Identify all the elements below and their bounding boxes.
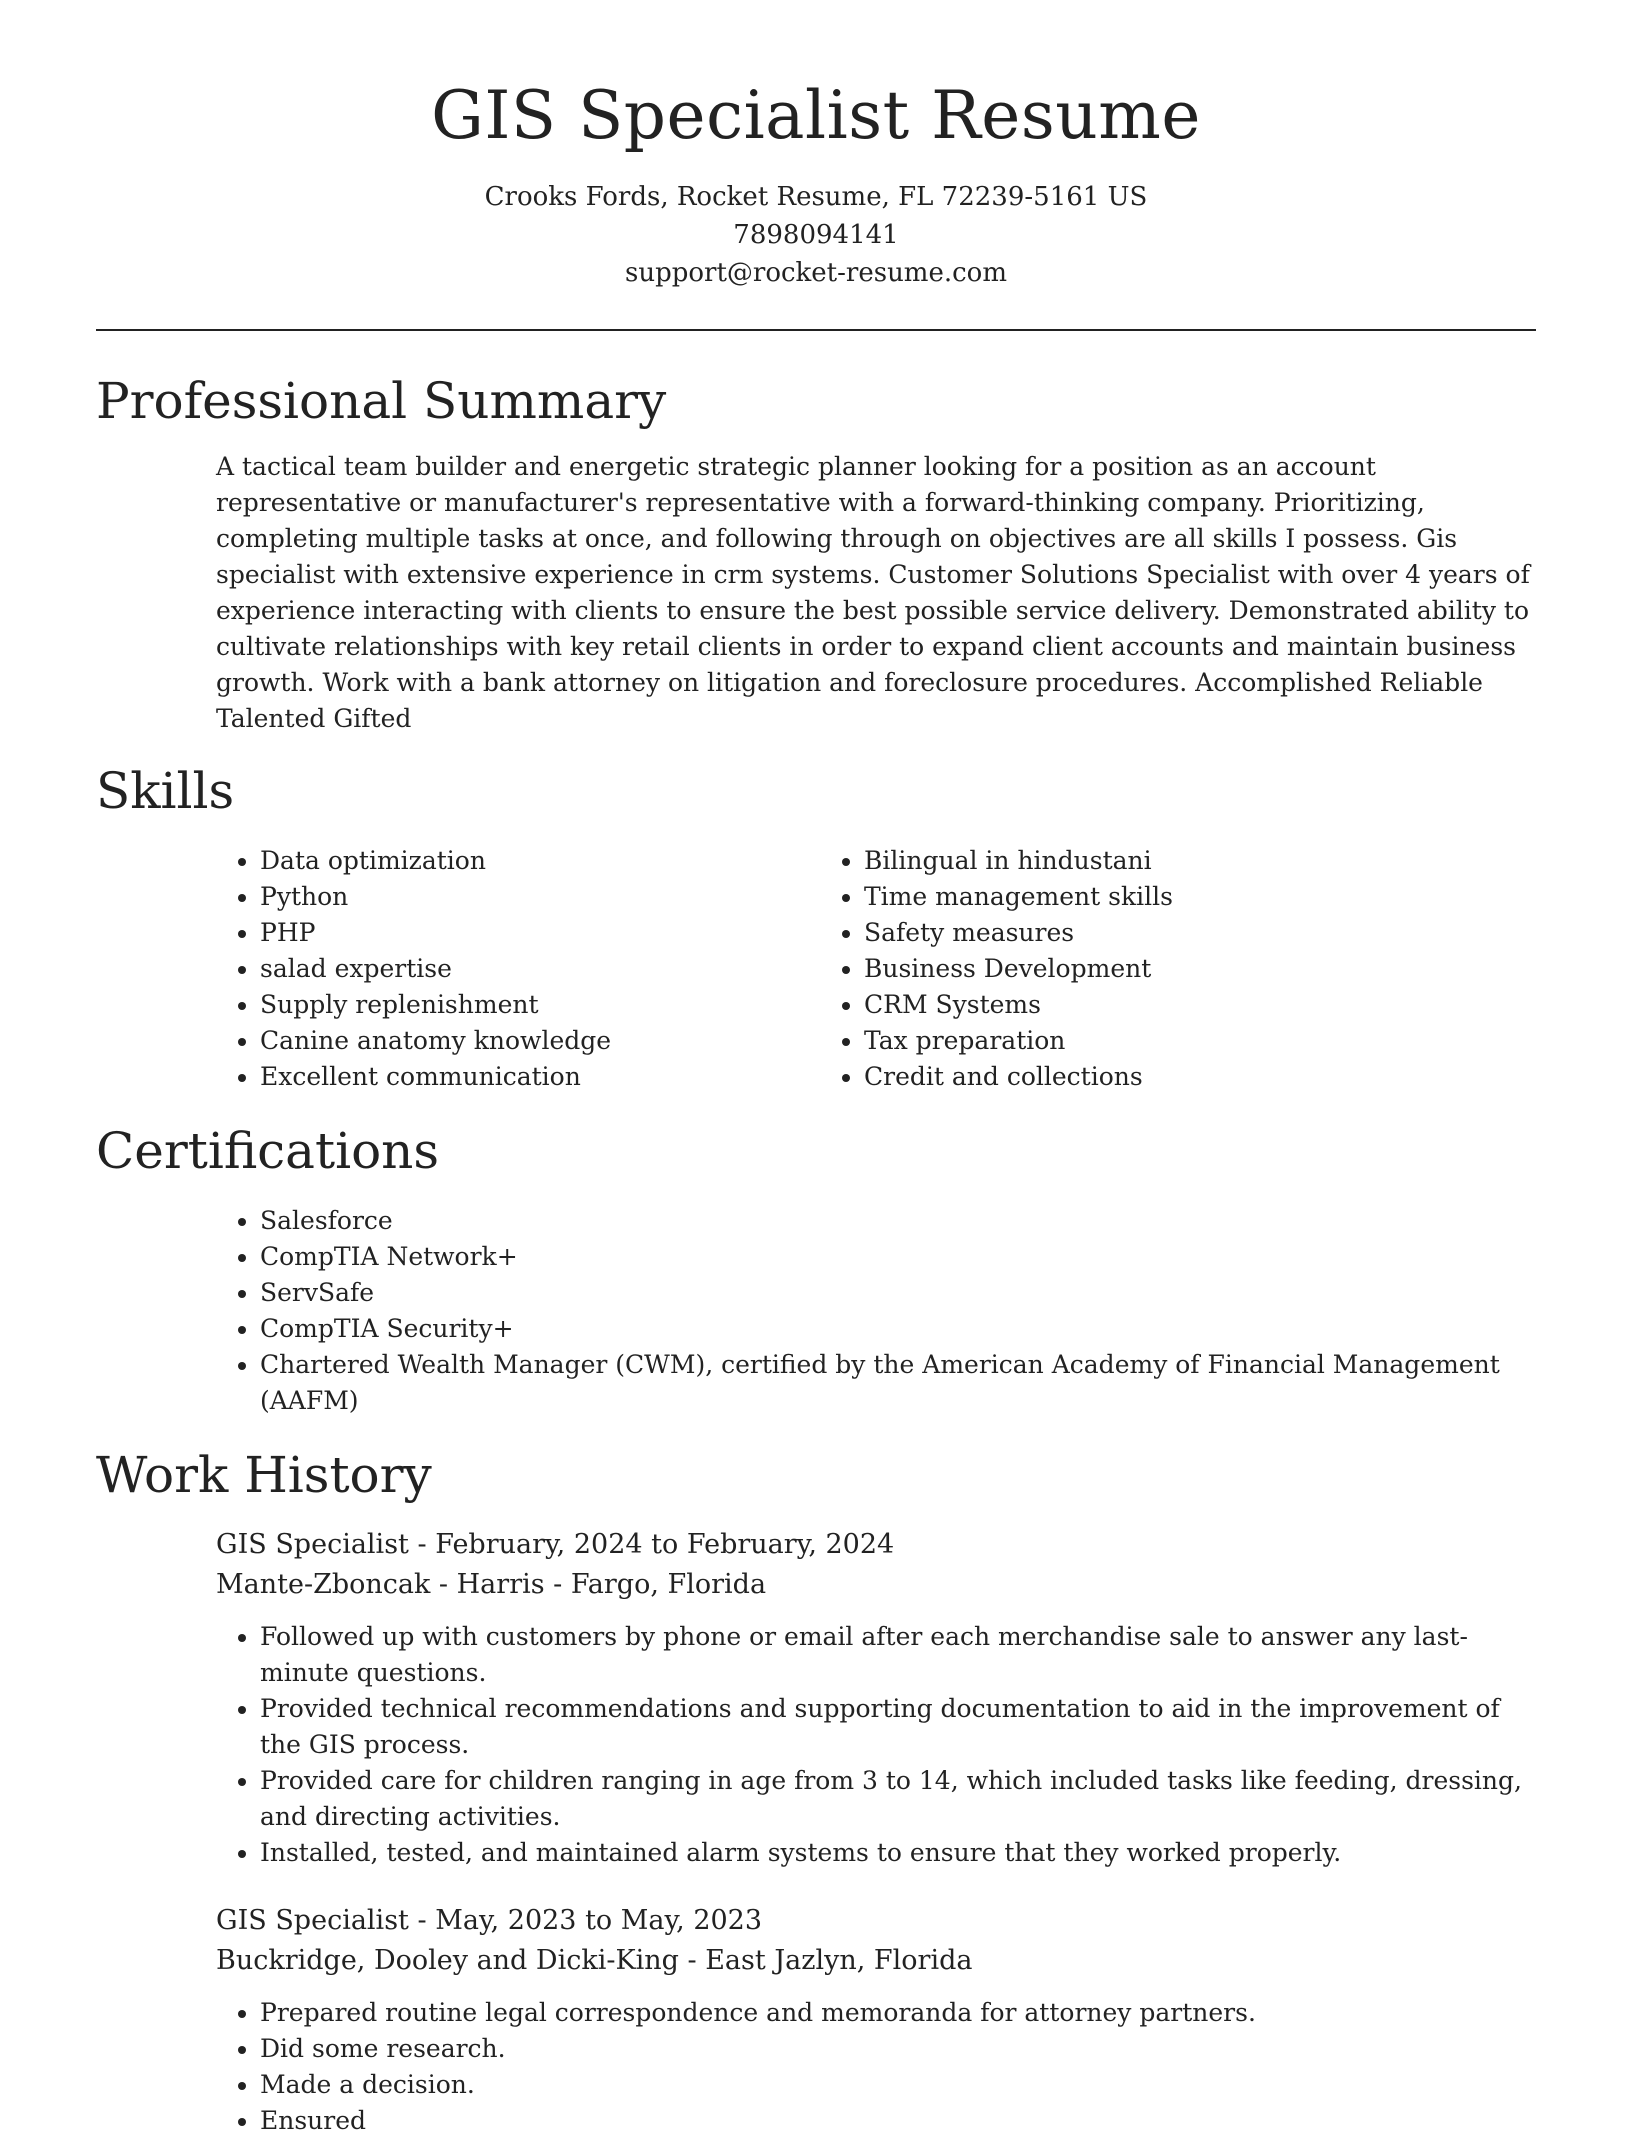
resume-header xyxy=(96,0,1536,292)
header-divider xyxy=(96,329,1536,331)
job-title: GIS Specialist xyxy=(216,1528,409,1560)
job-title-line xyxy=(216,1525,1536,1565)
certification-item: • CompTIA Network+ xyxy=(260,1239,1536,1275)
certifications-list xyxy=(216,1203,1536,1419)
job-responsibilities xyxy=(216,1995,1536,2139)
responsibility-item: • Made a decision. xyxy=(260,2067,1536,2103)
responsibility-item: • Provided care for children ranging in age from 3 to 14, which included tasks like feeding, dressing, and directing activities. xyxy=(260,1763,1536,1835)
certifications-heading: Certifications xyxy=(96,1121,440,1180)
skills-list xyxy=(216,843,1536,1095)
job-dates: - February, 2024 to February, 2024 xyxy=(408,1528,895,1560)
skills-column-right xyxy=(820,843,1424,1095)
job-title-line xyxy=(216,1901,1536,1941)
job-location: - East Jazlyn, Florida xyxy=(678,1944,973,1976)
certification-item: • Salesforce xyxy=(260,1203,1536,1239)
skill-item: • Bilingual in hindustani xyxy=(864,843,1424,879)
skill-item: • Canine anatomy knowledge xyxy=(260,1023,820,1059)
email: support@rocket-resume.com xyxy=(624,257,1007,288)
responsibility-item: • Installed, tested, and maintained alarm systems to ensure that they worked properly. xyxy=(260,1835,1536,1871)
certification-item: • ServSafe xyxy=(260,1275,1536,1311)
responsibility-item: • Did some research. xyxy=(260,2031,1536,2067)
skill-item: • Credit and collections xyxy=(864,1059,1424,1095)
summary-text: A tactical team builder and energetic strategic planner looking for a position as an account representative or manufacturer's representative with a forward-thinking company. Prioritizing, completing multiple tasks at once, and following through on objectives are all skills I possess. Gis specialist with extensive experience in crm systems. Customer Solutions Specialist with over 4 years of experience interacting with clients to ensure the best possible service delivery. Demonstrated ability to cultivate relationships with key retail clients in order to expand client accounts and maintain business growth. Work with a bank attorney on litigation and foreclosure procedures. Accomplished Reliable Talented Gifted xyxy=(216,451,1530,733)
company-name: Buckridge, Dooley and Dicki-King xyxy=(216,1944,679,1976)
certification-item: • Chartered Wealth Manager (CWM), certified by the American Academy of Financial Management (AAFM) xyxy=(260,1347,1536,1419)
skill-item: • Safety measures xyxy=(864,915,1424,951)
job-company-line xyxy=(216,1941,1536,1981)
certification-item: • CompTIA Security+ xyxy=(260,1311,1536,1347)
skill-item: • CRM Systems xyxy=(864,987,1424,1023)
job-title: GIS Specialist xyxy=(216,1904,409,1936)
company-name: Mante-Zboncak - Harris xyxy=(216,1568,545,1600)
skill-item: • Tax preparation xyxy=(864,1023,1424,1059)
responsibility-item: • Followed up with customers by phone or email after each merchandise sale to answer any last-minute questions. xyxy=(260,1619,1536,1691)
contact-block xyxy=(96,178,1536,292)
job-entry xyxy=(216,1901,1536,2139)
job-location: - Fargo, Florida xyxy=(544,1568,767,1600)
work-history-heading: Work History xyxy=(96,1445,432,1504)
responsibility-item: • Prepared routine legal correspondence and memoranda for attorney partners. xyxy=(260,1995,1536,2031)
phone: 7898094141 xyxy=(733,219,899,250)
resume-title: GIS Specialist Resume xyxy=(431,77,1201,154)
job-entry xyxy=(216,1525,1536,1871)
skill-item: • Excellent communication xyxy=(260,1059,820,1095)
skill-item: • Python xyxy=(260,879,820,915)
job-responsibilities xyxy=(216,1619,1536,1871)
skill-item: • PHP xyxy=(260,915,820,951)
skills-heading: Skills xyxy=(96,761,235,820)
skill-item: • Supply replenishment xyxy=(260,987,820,1023)
skills-column-left xyxy=(216,843,820,1095)
responsibility-item: • Ensured xyxy=(260,2103,1536,2139)
skill-item: • Time management skills xyxy=(864,879,1424,915)
skill-item: • Business Development xyxy=(864,951,1424,987)
responsibility-item: • Provided technical recommendations and supporting documentation to aid in the improvement of the GIS process. xyxy=(260,1691,1536,1763)
skill-item: • salad expertise xyxy=(260,951,820,987)
address: Crooks Fords, Rocket Resume, FL 72239-5161 US xyxy=(484,181,1148,212)
summary-heading: Professional Summary xyxy=(96,371,667,430)
job-company-line xyxy=(216,1565,1536,1605)
skill-item: • Data optimization xyxy=(260,843,820,879)
job-dates: - May, 2023 to May, 2023 xyxy=(408,1904,763,1936)
